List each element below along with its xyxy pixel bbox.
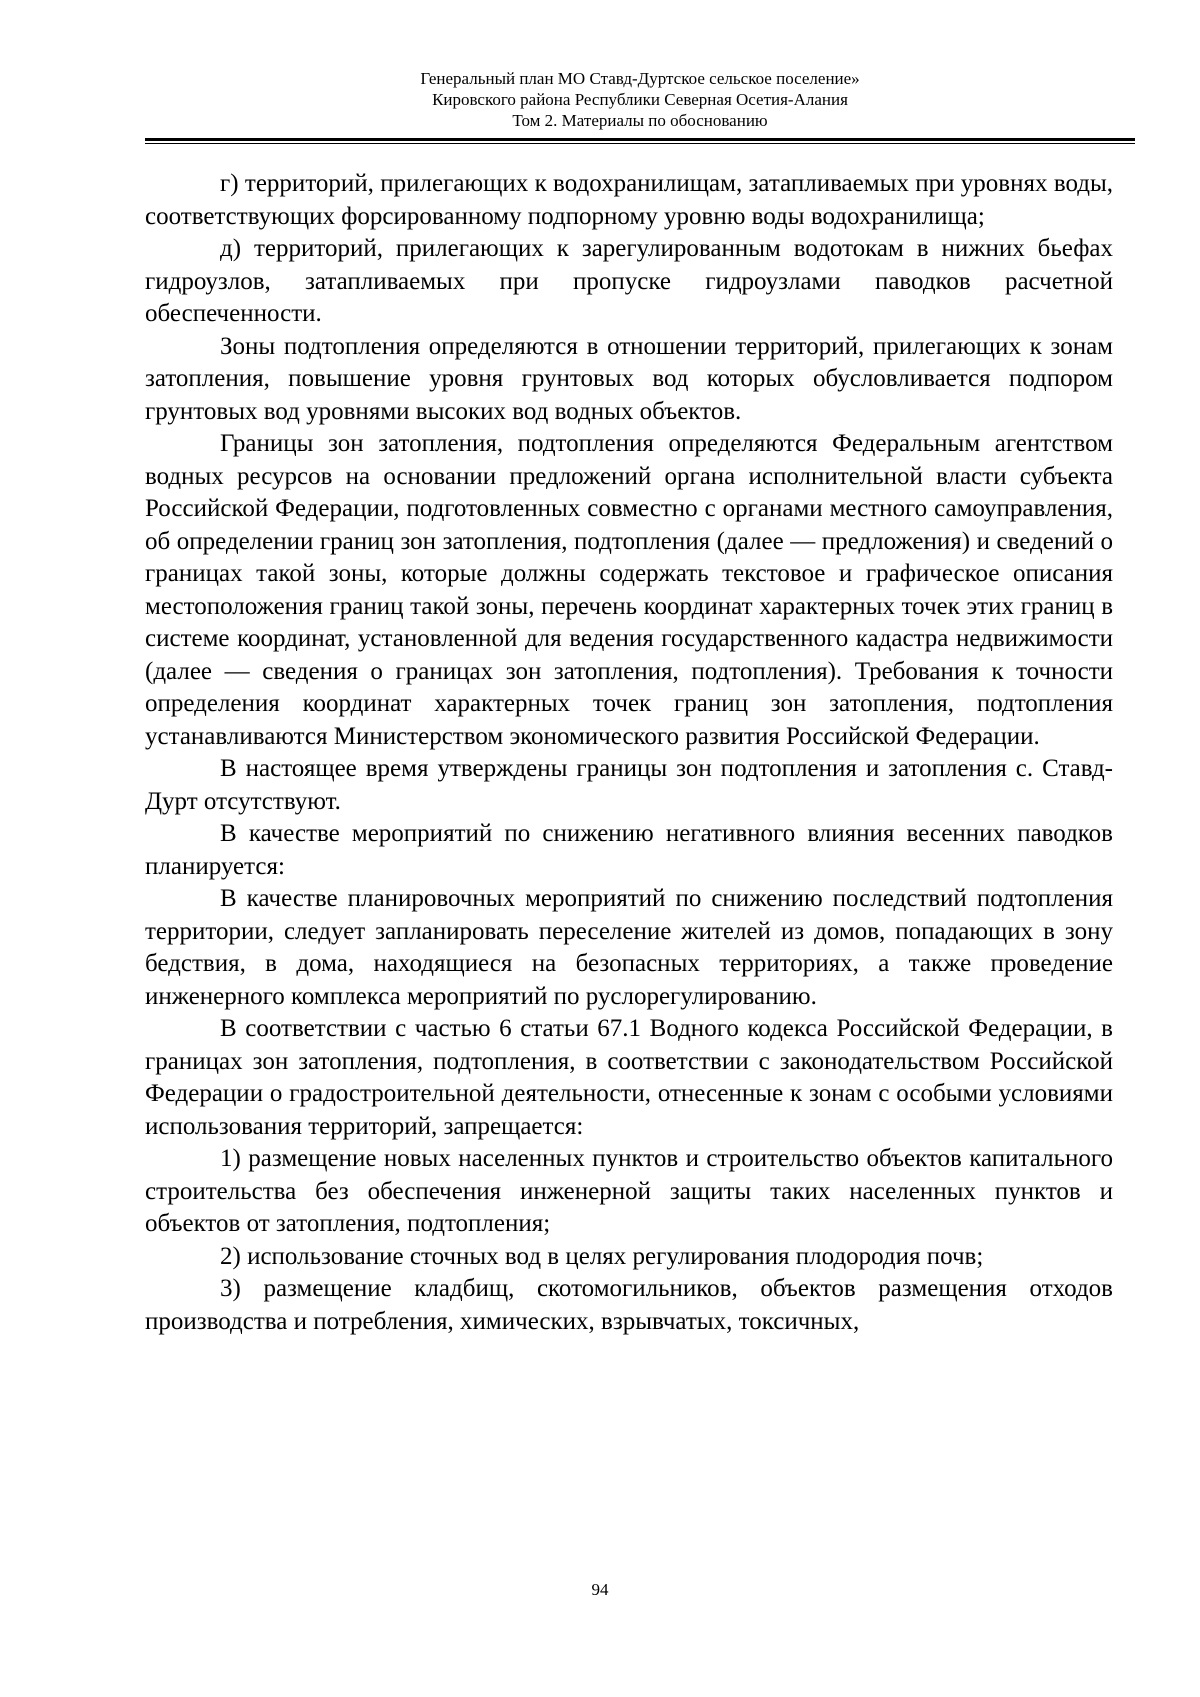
header-region-line: Кировского района Республики Северная Осетия-Алания — [432, 90, 848, 109]
document-body — [145, 168, 1113, 1338]
paragraph-water-code-reference: В соответствии с частью 6 статьи 67.1 Водного кодекса Российской Федерации, в границах зон затопления, подтопления, в соответствии с законодательством Российской Федерации о градостроительной деятельности, отнесенные к зонам с особыми условиями использования территорий, запрещается: — [145, 1015, 1113, 1140]
paragraph-item-d: д) территорий, прилегающих к зарегулированным водотокам в нижних бьефах гидроузлов, затапливаемых при пропуске гидроузлами паводков расчетной обеспеченности. — [145, 235, 1113, 327]
paragraph-zone-boundaries: Границы зон затопления, подтопления определяются Федеральным агентством водных ресурсов на основании предложений органа исполнительной власти субъекта Российской Федерации, подготовленных совместно с органами местного самоуправления, об определении границ зон затопления, подтопления (далее — предложения) и сведений о границах такой зоны, которые должны содержать текстовое и графическое описания местоположения границ такой зоны, перечень координат характерных точек этих границ в системе координат, установленной для ведения государственного кадастра недвижимости (далее — сведения о границах зон затопления, подтопления). Требования к точности определения координат характерных точек границ зон затопления, подтопления устанавливаются Министерством экономического развития Российской Федерации. — [145, 430, 1113, 750]
header-title-line: Генеральный план МО Ставд-Дуртское сельское поселение» — [420, 69, 860, 88]
paragraph-current-status: В настоящее время утверждены границы зон подтопления и затопления с. Ставд-Дурт отсутствуют. — [145, 755, 1113, 815]
paragraph-list-item-1: 1) размещение новых населенных пунктов и строительство объектов капитального строительства без обеспечения инженерной защиты таких населенных пунктов и объектов от затопления, подтопления; — [145, 1145, 1113, 1237]
paragraph-item-g: г) территорий, прилегающих к водохранилищам, затапливаемых при уровнях воды, соответствующих форсированному подпорному уровню воды водохранилища; — [145, 170, 1113, 230]
header-volume-line: Том 2. Материалы по обоснованию — [512, 111, 768, 130]
header-rule-thick — [145, 138, 1135, 141]
paragraph-list-item-2: 2) использование сточных вод в целях регулирования плодородия почв; — [220, 1242, 984, 1270]
paragraph-planning-measures: В качестве планировочных мероприятий по снижению последствий подтопления территории, следует запланировать переселение жителей из домов, попадающих в зону бедствия, в дома, находящиеся на безопасных территориях, а также проведение инженерного комплекса мероприятий по руслорегулированию. — [145, 885, 1113, 1010]
page-number: 94 — [591, 1580, 609, 1599]
paragraph-flood-zones-definition: Зоны подтопления определяются в отношении территорий, прилегающих к зонам затопления, повышение уровня грунтовых вод которых обусловливается подпором грунтовых вод уровнями высоких вод водных объектов. — [145, 332, 1113, 425]
paragraph-list-item-3: 3) размещение кладбищ, скотомогильников, объектов размещения отходов производства и потребления, химических, взрывчатых, токсичных, — [145, 1275, 1113, 1335]
running-header — [145, 68, 1135, 131]
paragraph-planned-measures: В качестве мероприятий по снижению негативного влияния весенних паводков планируется: — [145, 820, 1113, 880]
header-rule-thin — [145, 143, 1135, 144]
